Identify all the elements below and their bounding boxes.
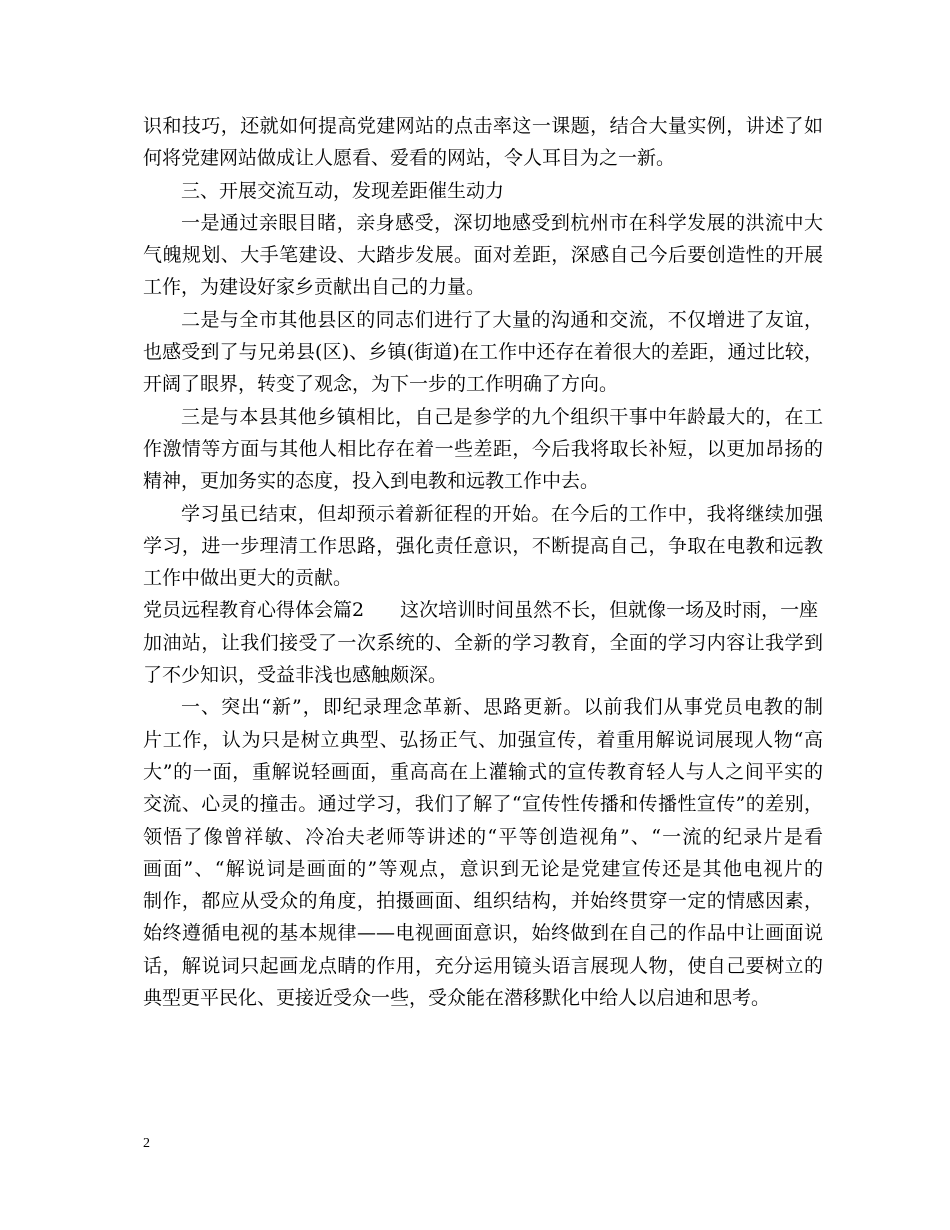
text-line: 精神，更加务实的态度，投入到电教和远教工作中去。	[143, 470, 600, 493]
text-line: 大”的一面，重解说轻画面，重高高在上灌输式的宣传教育轻人与人之间平实的	[143, 760, 823, 783]
text-line: 学习，进一步理清工作思路，强化责任意识，不断提高自己，争取在电教和远教	[143, 534, 823, 557]
article-title: 党员远程教育心得体会篇2	[143, 599, 365, 622]
text-line: 学习虽已结束，但却预示着新征程的开始。在今后的工作中，我将继续加强	[181, 502, 823, 525]
text-line: 了不少知识，受益非浅也感触颇深。	[143, 664, 448, 687]
text-line: 领悟了像曾祥敏、冷冶夫老师等讲述的“平等创造视角”、“一流的纪录片是看	[143, 825, 823, 848]
text-line: 气魄规划、大手笔建设、大踏步发展。面对差距，深感自己今后要创造性的开展	[143, 244, 823, 267]
section-heading: 三、开展交流互动，发现差距催生动力	[181, 179, 505, 202]
text-line: 开阔了眼界，转变了观念，为下一步的工作明确了方向。	[143, 373, 619, 396]
text-line: 交流、心灵的撞击。通过学习，我们了解了“宣传性传播和传播性宣传”的差别，	[143, 793, 823, 816]
article-title-line	[143, 594, 823, 626]
text-line: 作激情等方面与其他人相比存在着一些差距，今后我将取长补短，以更加昂扬的	[143, 437, 823, 460]
text-line: 也感受到了与兄弟县(区)、乡镇(街道)在工作中还存在着很大的差距，通过比较，	[143, 341, 823, 364]
text-line: 三是与本县其他乡镇相比，自己是参学的九个组织干事中年龄最大的，在工	[181, 405, 823, 428]
text-line: 工作中做出更大的贡献。	[143, 567, 353, 590]
text-line: 二是与全市其他县区的同志们进行了大量的沟通和交流，不仅增进了友谊，	[181, 308, 823, 331]
text-line: 一是通过亲眼目睹，亲身感受，深切地感受到杭州市在科学发展的洪流中大	[181, 211, 823, 234]
text-line: 工作，为建设好家乡贡献出自己的力量。	[143, 276, 486, 299]
text-line: 始终遵循电视的基本规律——电视画面意识，始终做到在自己的作品中让画面说	[143, 922, 823, 945]
text-line: 制作，都应从受众的角度，拍摄画面、组织结构，并始终贯穿一定的情感因素，	[143, 890, 823, 913]
document-body	[143, 110, 823, 1014]
text-line: 识和技巧，还就如何提高党建网站的点击率这一课题，结合大量实例，讲述了如	[143, 115, 823, 137]
text-line: 这次培训时间虽然不长，但就像一场及时雨，一座	[400, 599, 819, 622]
text-line: 画面”、“解说词是画面的”等观点，意识到无论是党建宣传还是其他电视片的	[143, 857, 823, 880]
text-line: 典型更平民化、更接近受众一些，受众能在潜移默化中给人以启迪和思考。	[143, 987, 771, 1010]
text-line: 片工作，认为只是树立典型、弘扬正气、加强宣传，着重用解说词展现人物“高	[143, 728, 823, 751]
text-line: 一、突出“新”，即纪录理念革新、思路更新。以前我们从事党员电教的制	[181, 696, 823, 719]
text-line: 何将党建网站做成让人愿看、爱看的网站，令人耳目为之一新。	[143, 147, 676, 170]
text-line: 话，解说词只起画龙点睛的作用，充分运用镜头语言展现人物，使自己要树立的	[143, 954, 823, 977]
page-number: 2	[143, 1136, 150, 1151]
text-line: 加油站，让我们接受了一次系统的、全新的学习教育，全面的学习内容让我学到	[143, 631, 823, 654]
